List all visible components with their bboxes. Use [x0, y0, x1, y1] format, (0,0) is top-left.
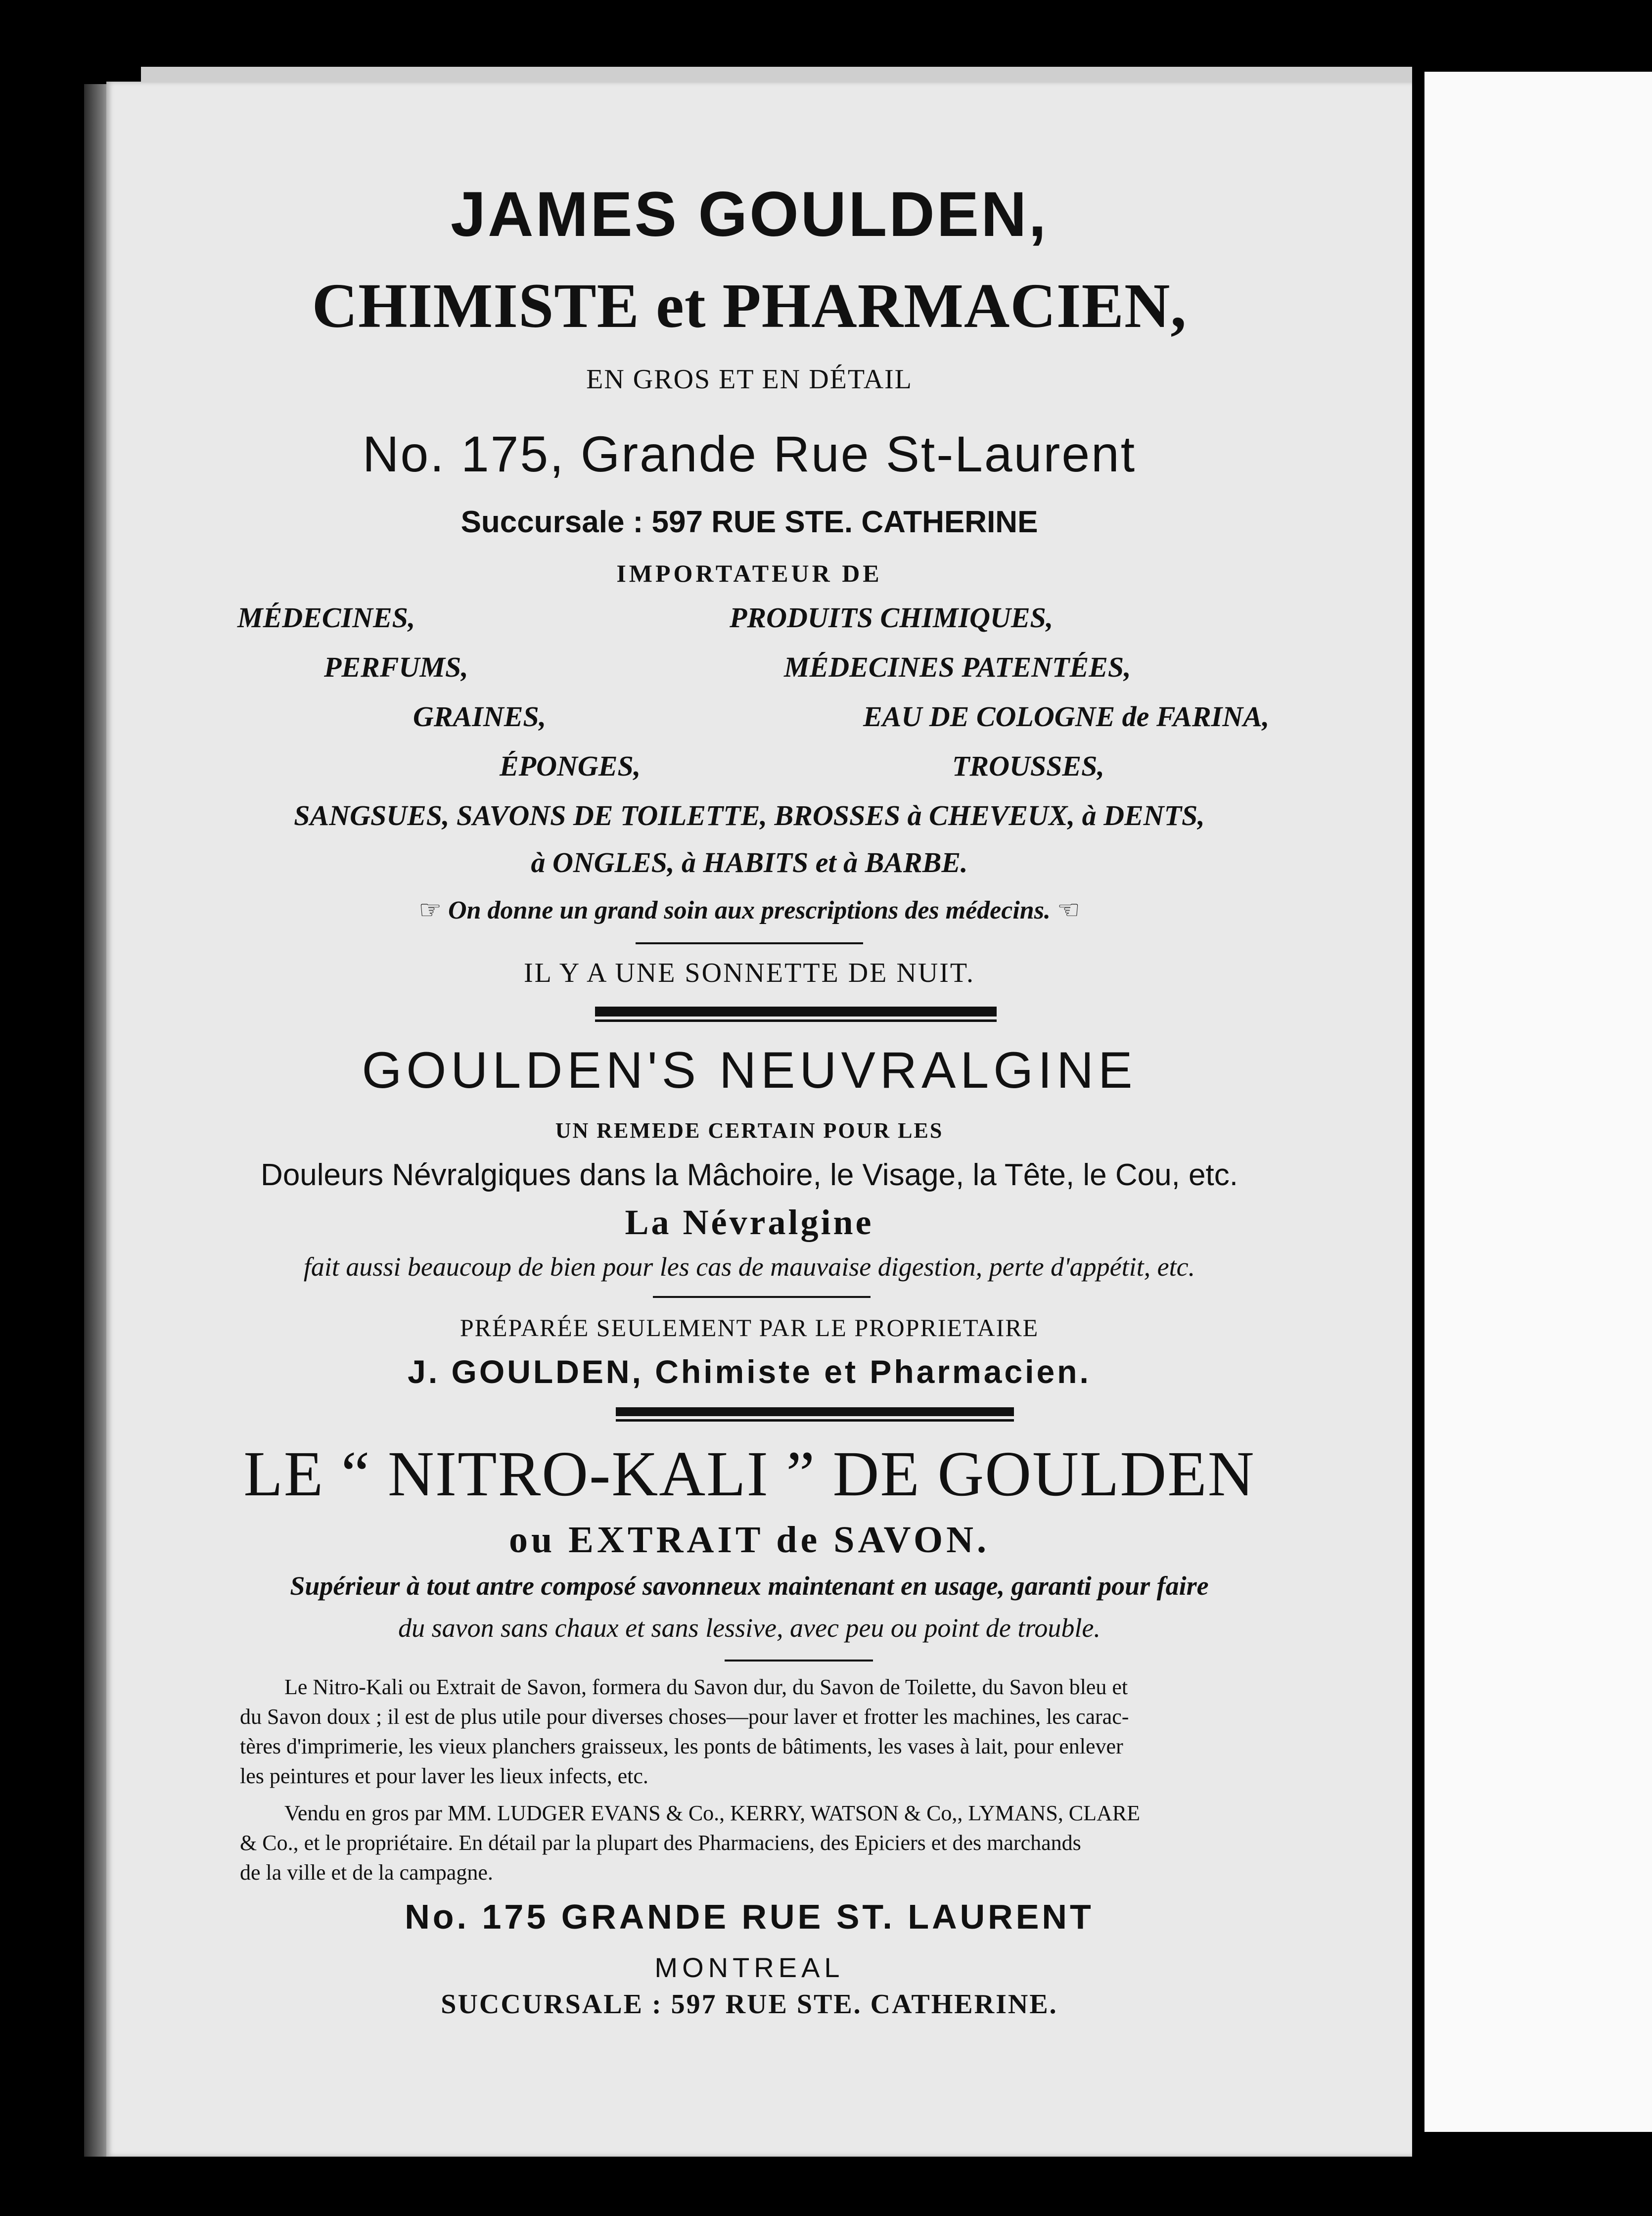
footer-address: No. 175 GRANDE RUE ST. LAURENT: [405, 1897, 1094, 1936]
section-divider-thick-2: [616, 1407, 1014, 1416]
product-medecines-patentees: MÉDECINES PATENTÉES,: [784, 651, 1131, 683]
night-bell-line: IL Y A UNE SONNETTE DE NUIT.: [524, 958, 975, 988]
prepared-by-line: PRÉPARÉE SEULEMENT PAR LE PROPRIETAIRE: [459, 1314, 1039, 1341]
proprietor-line: J. GOULDEN, Chimiste et Pharmacien.: [408, 1353, 1091, 1390]
product-graines: GRAINES,: [413, 700, 547, 733]
neuvralgine-benefit: fait aussi beaucoup de bien pour les cas de mauvaise digestion, perte d'appétit, etc.: [303, 1252, 1195, 1282]
product-trousses: TROUSSES,: [952, 750, 1104, 782]
nitrokali-body-3: tères d'imprimerie, les vieux planchers graisseux, les ponts de bâtiments, les vases à lait, pour enlever: [240, 1734, 1123, 1758]
trade-line: EN GROS ET EN DÉTAIL: [586, 364, 913, 395]
product-eponges: ÉPONGES,: [500, 750, 641, 782]
nitrokali-body-4: les peintures et pour laver les lieux infects, etc.: [240, 1764, 648, 1788]
sold-by-line-3: de la ville et de la campagne.: [240, 1860, 493, 1885]
company-title: JAMES GOULDEN,: [450, 179, 1049, 250]
nitrokali-body-2: du Savon doux ; il est de plus utile pour diverses choses—pour laver et frotter les machines, les carac-: [240, 1705, 1129, 1729]
nitrokali-body-1: Le Nitro-Kali ou Extrait de Savon, formera du Savon dur, du Savon de Toilette, du Savon bleu et: [284, 1675, 1128, 1699]
sold-by-line-1: Vendu en gros par MM. LUDGER EVANS & Co., KERRY, WATSON & Co,, LYMANS, CLARE: [284, 1801, 1141, 1825]
section-divider-thin-2: [616, 1419, 1014, 1422]
pointing-hand-icon: ☞: [418, 895, 442, 925]
neuvralgine-ailments: Douleurs Névralgiques dans la Mâchoire, le Visage, la Tête, le Cou, etc.: [261, 1158, 1238, 1192]
product-eau-de-cologne: EAU DE COLOGNE de FARINA,: [863, 700, 1270, 733]
prescription-note-text: On donne un grand soin aux prescriptions des médecins.: [448, 896, 1051, 924]
neuvralgine-subtitle: UN REMEDE CERTAIN POUR LES: [555, 1118, 944, 1143]
product-produits-chimiques: PRODUITS CHIMIQUES,: [730, 601, 1054, 634]
address-line: No. 175, Grande Rue St-Laurent: [362, 426, 1137, 482]
product-perfums: PERFUMS,: [324, 651, 468, 683]
nitrokali-subtitle: ou EXTRAIT de SAVON.: [509, 1519, 990, 1561]
product-medecines: MÉDECINES,: [237, 601, 415, 634]
sold-by-line-2: & Co., et le propriétaire. En détail par la plupart des Pharmaciens, des Epiciers et des marchands: [240, 1831, 1081, 1855]
footer-city: MONTREAL: [654, 1952, 844, 1983]
profession-heading: CHIMISTE et PHARMACIEN,: [312, 271, 1187, 341]
section-divider-thick: [595, 1007, 997, 1016]
pointing-hand-left-icon: ☜: [1056, 895, 1080, 925]
divider-short-2: [653, 1296, 871, 1298]
prescription-note: [126, 895, 1373, 925]
neuvralgine-name: La Névralgine: [625, 1202, 874, 1242]
adjacent-blank-sheet: [1424, 72, 1652, 2132]
nitrokali-tagline-1: Supérieur à tout antre composé savonneux maintenant en usage, garanti pour faire: [290, 1571, 1209, 1601]
branch-line: Succursale : 597 RUE STE. CATHERINE: [460, 505, 1038, 539]
divider-short: [636, 942, 863, 944]
importer-heading: IMPORTATEUR DE: [616, 559, 882, 587]
footer-branch: SUCCURSALE : 597 RUE STE. CATHERINE.: [441, 1989, 1058, 2020]
divider-short-3: [725, 1660, 873, 1662]
nitrokali-tagline-2: du savon sans chaux et sans lessive, avec peu ou point de trouble.: [398, 1613, 1101, 1643]
product-sangsues-line: SANGSUES, SAVONS DE TOILETTE, BROSSES à CHEVEUX, à DENTS,: [294, 799, 1205, 831]
neuvralgine-title: GOULDEN'S NEUVRALGINE: [362, 1042, 1137, 1099]
section-divider-thin: [595, 1019, 997, 1022]
nitrokali-title: LE “ NITRO-KALI ” DE GOULDEN: [243, 1438, 1255, 1510]
product-ongles-line: à ONGLES, à HABITS et à BARBE.: [531, 846, 968, 878]
